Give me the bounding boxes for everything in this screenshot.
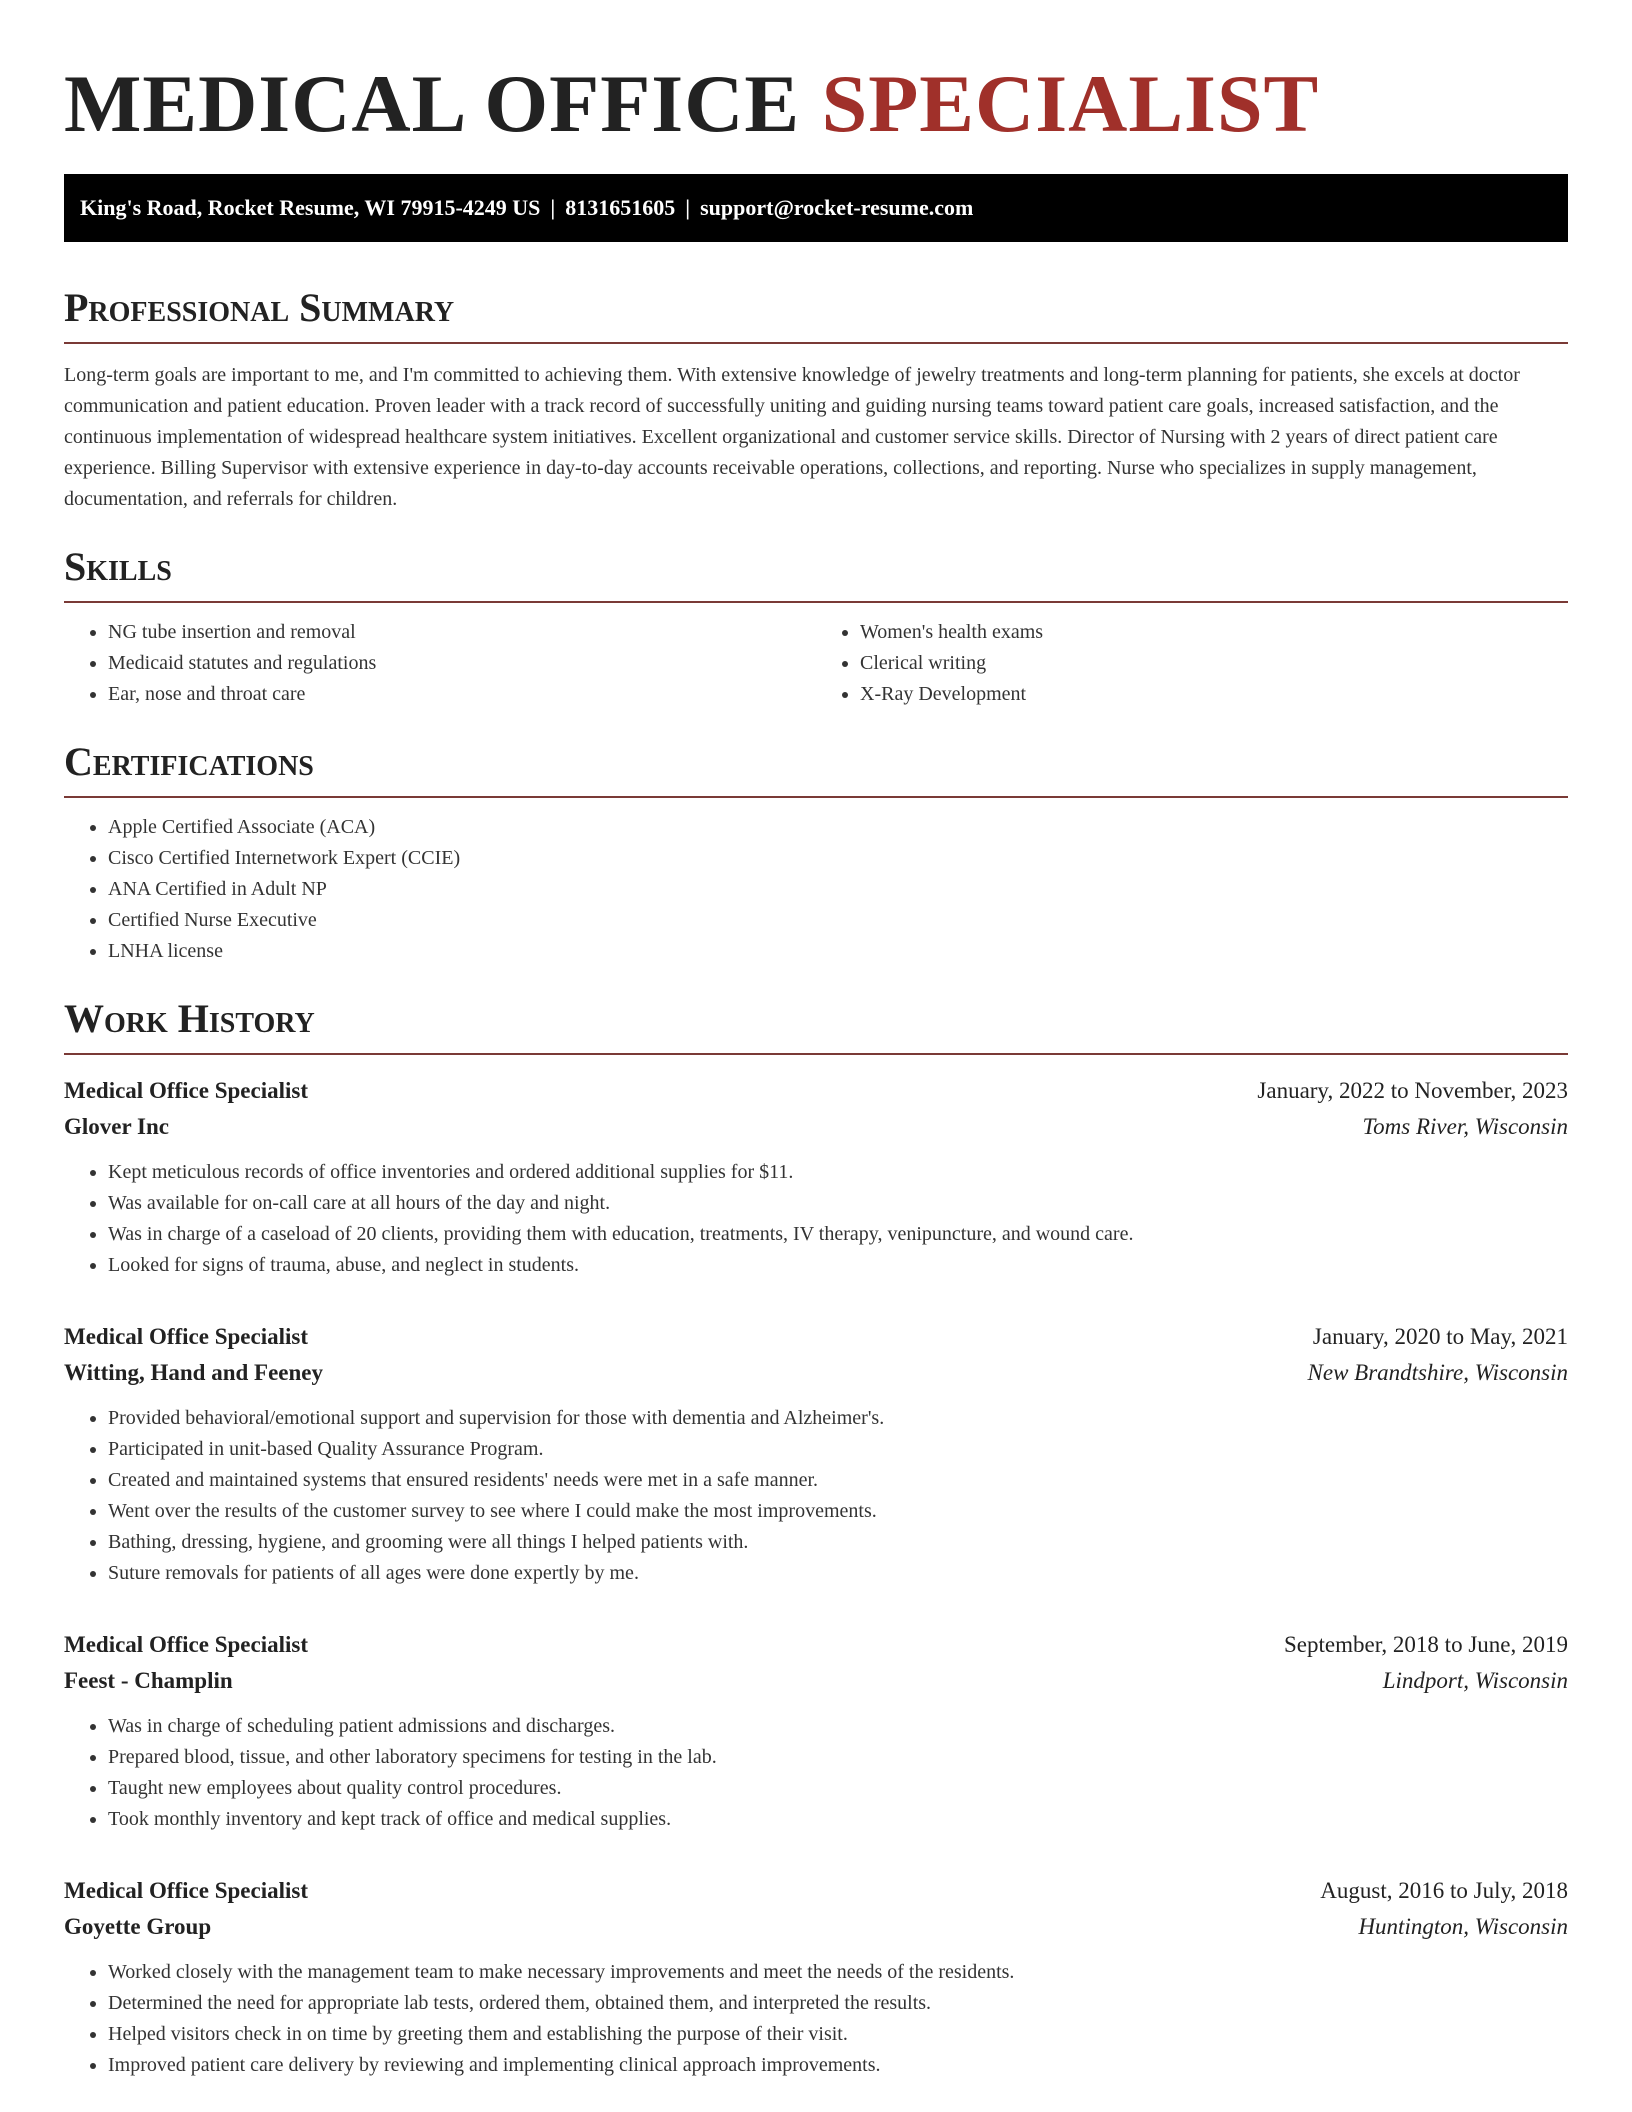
- job-location: Toms River, Wisconsin: [1362, 1114, 1568, 1139]
- section-heading: Certifications: [64, 739, 314, 784]
- job-entry: [64, 1073, 1568, 1281]
- section-heading: Skills: [64, 544, 172, 589]
- section-divider: [64, 342, 1568, 344]
- job-bullet: • Went over the results of the customer survey to see where I could make the most improvements.: [108, 1496, 1568, 1527]
- contact-email[interactable]: support@rocket-resume.com: [700, 195, 974, 220]
- skill-item: • X-Ray Development: [860, 679, 1568, 710]
- section-divider: [64, 796, 1568, 798]
- skills-grid: [64, 617, 1568, 710]
- job-bullet: • Participated in unit-based Quality Assurance Program.: [108, 1434, 1568, 1465]
- skills-list-left: [64, 617, 816, 710]
- job-bullet: • Determined the need for appropriate lab tests, ordered them, obtained them, and interpreted the results.: [108, 1988, 1568, 2019]
- title-accent: SPECIALIST: [821, 58, 1320, 149]
- job-bullet: • Worked closely with the management team to make necessary improvements and meet the needs of the residents.: [108, 1957, 1568, 1988]
- contact-separator: |: [550, 195, 556, 220]
- job-bullet: • Provided behavioral/emotional support and supervision for those with dementia and Alzheimer's.: [108, 1403, 1568, 1434]
- job-location: Lindport, Wisconsin: [1382, 1668, 1568, 1693]
- job-bullets: [64, 1957, 1568, 2081]
- summary-text: Long-term goals are important to me, and I'm committed to achieving them. With extensive knowledge of jewelry treatments and long-term planning for patients, she excels at doctor communication and patient education. Proven leader with a track record of successfully uniting and guiding nursing teams toward patient care goals, increased satisfaction, and the continuous implementation of widespread healthcare system initiatives. Excellent organizational and customer service skills. Director of Nursing with 2 years of direct patient care experience. Billing Supervisor with extensive experience in day-to-day accounts receivable operations, collections, and reporting. Nurse who specializes in supply management, documentation, and referrals for children.: [64, 364, 1520, 510]
- skill-item: • Ear, nose and throat care: [108, 679, 816, 710]
- job-bullet: • Created and maintained systems that ensured residents' needs were met in a safe manner.: [108, 1465, 1568, 1496]
- contact-bar: [64, 174, 1568, 242]
- job-company: Glover Inc: [64, 1114, 169, 1139]
- job-title: Medical Office Specialist: [64, 1632, 308, 1657]
- skills-section: [64, 543, 1568, 710]
- job-company: Feest - Champlin: [64, 1668, 233, 1693]
- job-company: Goyette Group: [64, 1914, 212, 1939]
- resume-title: [64, 0, 1568, 150]
- certifications-list: [64, 812, 1568, 967]
- job-bullet: • Prepared blood, tissue, and other laboratory specimens for testing in the lab.: [108, 1742, 1568, 1773]
- job-bullets: [64, 1403, 1568, 1589]
- job-entry: [64, 1627, 1568, 1835]
- job-title: Medical Office Specialist: [64, 1324, 308, 1349]
- certification-item: • ANA Certified in Adult NP: [108, 874, 1568, 905]
- job-dates: August, 2016 to July, 2018: [1320, 1878, 1568, 1903]
- job-bullet: • Took monthly inventory and kept track of office and medical supplies.: [108, 1804, 1568, 1835]
- contact-address: King's Road, Rocket Resume, WI 79915-4249 US: [80, 195, 541, 220]
- skill-item: • Medicaid statutes and regulations: [108, 648, 816, 679]
- section-divider: [64, 601, 1568, 603]
- job-company: Witting, Hand and Feeney: [64, 1360, 323, 1385]
- professional-summary-section: [64, 284, 1568, 515]
- job-bullet: • Kept meticulous records of office inventories and ordered additional supplies for $11.: [108, 1157, 1568, 1188]
- job-bullet: • Looked for signs of trauma, abuse, and neglect in students.: [108, 1250, 1568, 1281]
- job-bullet: • Improved patient care delivery by reviewing and implementing clinical approach improvements.: [108, 2050, 1568, 2081]
- job-dates: January, 2022 to November, 2023: [1257, 1078, 1568, 1103]
- job-title: Medical Office Specialist: [64, 1078, 308, 1103]
- contact-phone[interactable]: 8131651605: [565, 195, 676, 220]
- job-bullets: [64, 1711, 1568, 1835]
- job-entry: [64, 1873, 1568, 2081]
- skill-item: • Women's health exams: [860, 617, 1568, 648]
- certification-item: • Apple Certified Associate (ACA): [108, 812, 1568, 843]
- job-title: Medical Office Specialist: [64, 1878, 308, 1903]
- skills-list-right: [816, 617, 1568, 710]
- certifications-section: [64, 738, 1568, 967]
- title-main: MEDICAL OFFICE: [64, 58, 801, 149]
- job-dates: January, 2020 to May, 2021: [1312, 1324, 1568, 1349]
- job-bullet: • Suture removals for patients of all ages were done expertly by me.: [108, 1558, 1568, 1589]
- contact-separator: |: [685, 195, 691, 220]
- skill-item: • NG tube insertion and removal: [108, 617, 816, 648]
- job-bullet: • Helped visitors check in on time by greeting them and establishing the purpose of their visit.: [108, 2019, 1568, 2050]
- section-heading: Work History: [64, 996, 315, 1041]
- job-bullet: • Was in charge of scheduling patient admissions and discharges.: [108, 1711, 1568, 1742]
- job-bullet: • Bathing, dressing, hygiene, and grooming were all things I helped patients with.: [108, 1527, 1568, 1558]
- skill-item: • Clerical writing: [860, 648, 1568, 679]
- certification-item: • Certified Nurse Executive: [108, 905, 1568, 936]
- job-dates: September, 2018 to June, 2019: [1284, 1632, 1568, 1657]
- work-history-section: [64, 995, 1568, 2081]
- section-divider: [64, 1053, 1568, 1055]
- job-bullet: • Was available for on-call care at all hours of the day and night.: [108, 1188, 1568, 1219]
- job-bullets: [64, 1157, 1568, 1281]
- job-location: Huntington, Wisconsin: [1358, 1914, 1568, 1939]
- job-entry: [64, 1319, 1568, 1589]
- certification-item: • LNHA license: [108, 936, 1568, 967]
- job-location: New Brandtshire, Wisconsin: [1307, 1360, 1568, 1385]
- job-bullet: • Was in charge of a caseload of 20 clients, providing them with education, treatments, IV therapy, venipuncture, and wound care.: [108, 1219, 1568, 1250]
- job-bullet: • Taught new employees about quality control procedures.: [108, 1773, 1568, 1804]
- section-heading: Professional Summary: [64, 285, 455, 330]
- certification-item: • Cisco Certified Internetwork Expert (CCIE): [108, 843, 1568, 874]
